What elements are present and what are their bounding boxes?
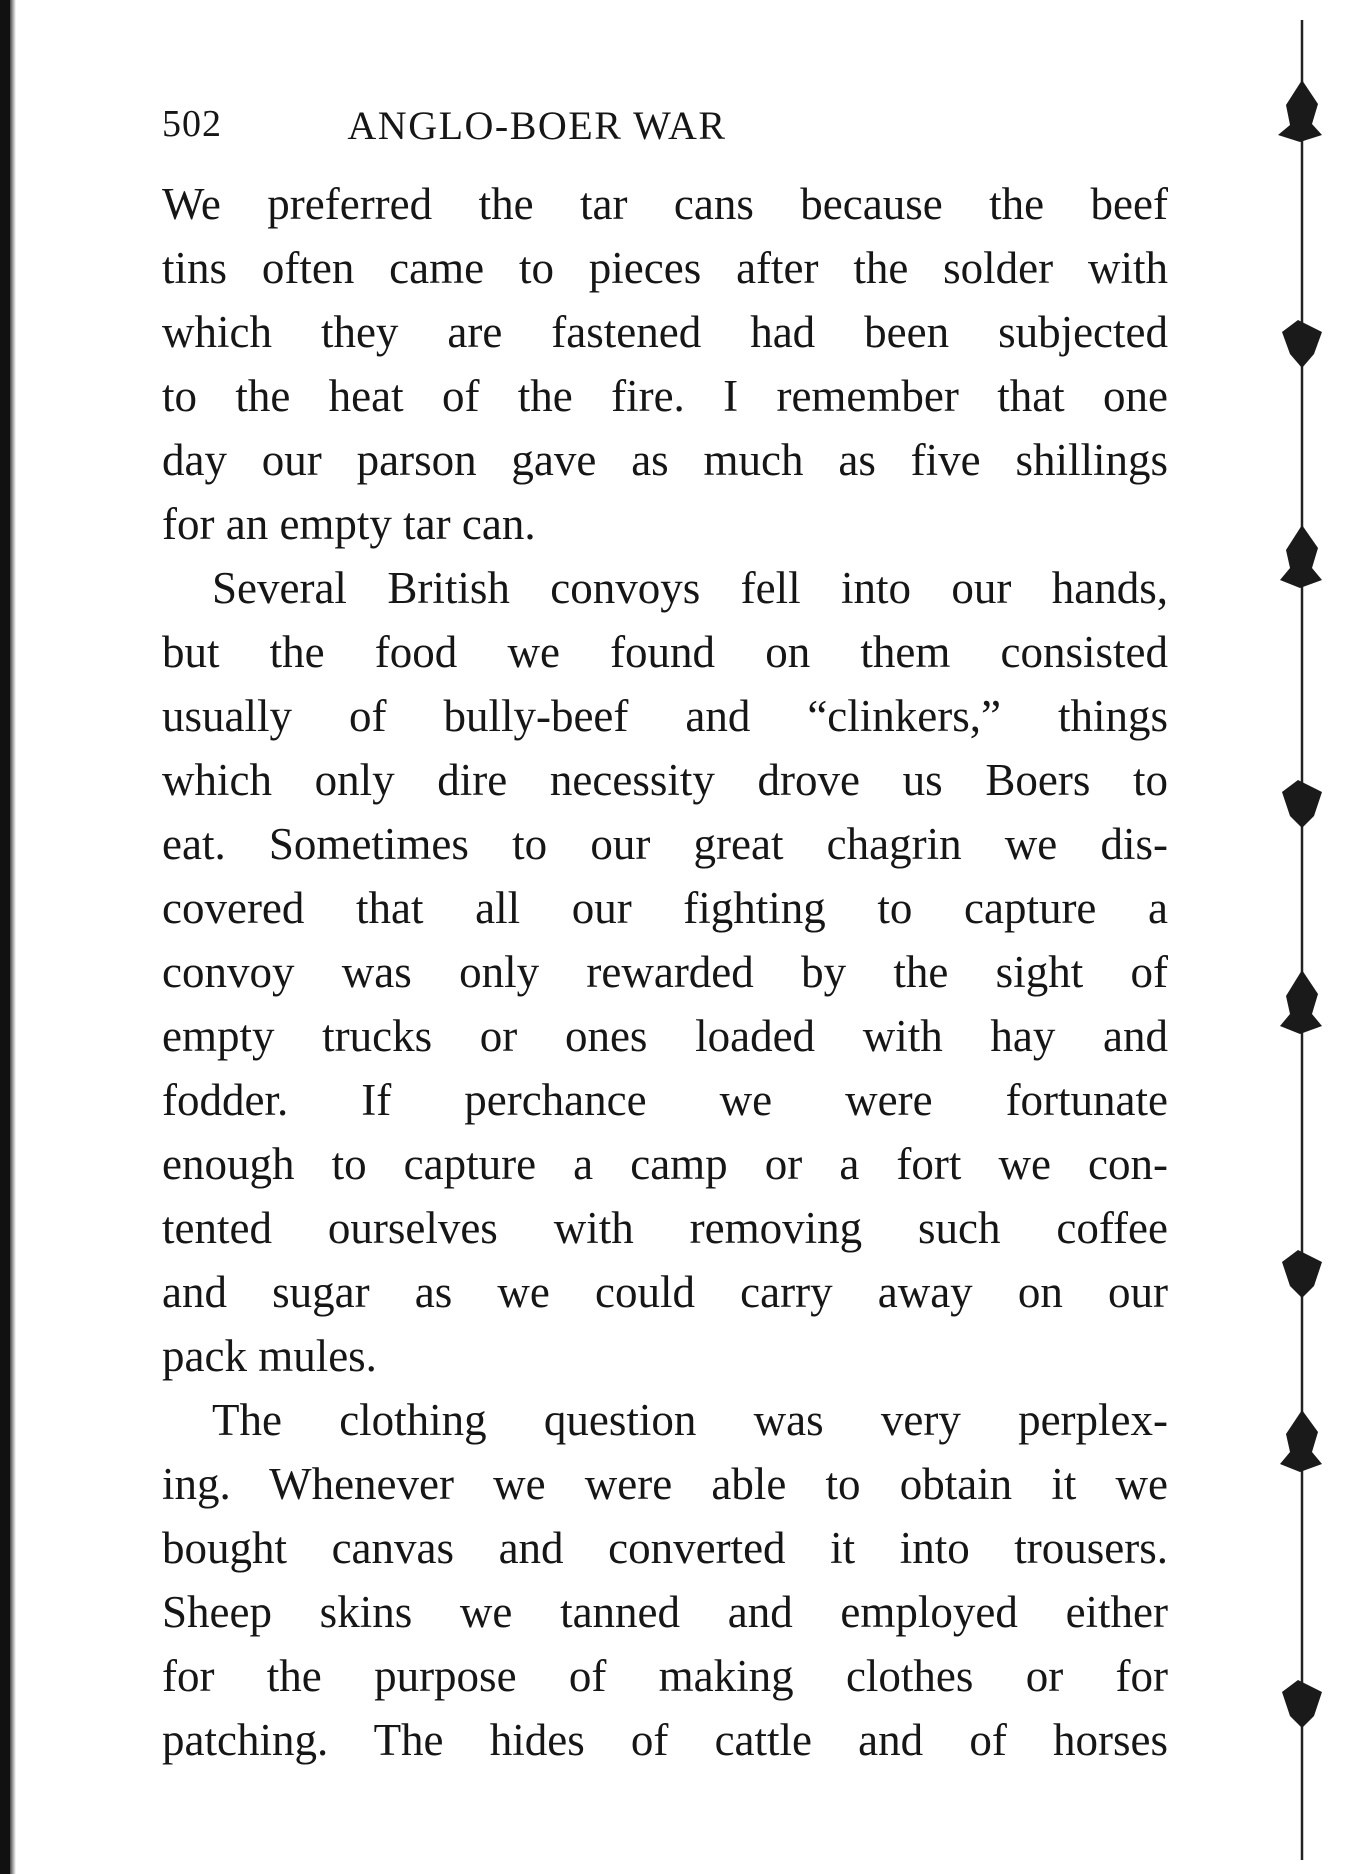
page-header bbox=[162, 102, 1162, 158]
text-line: pack mules. bbox=[162, 1331, 377, 1381]
text-line: tented ourselves with removing such coffee bbox=[162, 1203, 1168, 1253]
text-line: usually of bully-beef and “clinkers,” things bbox=[162, 691, 1168, 741]
text-line: Several British convoys fell into our hands, bbox=[212, 563, 1168, 613]
text-line: and sugar as we could carry away on our bbox=[162, 1267, 1168, 1317]
text-line: day our parson gave as much as five shillings bbox=[162, 435, 1168, 485]
text-line: tins often came to pieces after the solder with bbox=[162, 243, 1168, 293]
text-line: enough to capture a camp or a fort we con- bbox=[162, 1139, 1168, 1189]
text-line: convoy was only rewarded by the sight of bbox=[162, 947, 1168, 997]
text-line: eat. Sometimes to our great chagrin we dis- bbox=[162, 819, 1168, 869]
text-line: but the food we found on them consisted bbox=[162, 627, 1168, 677]
text-line: which they are fastened had been subjected bbox=[162, 307, 1168, 357]
body-text bbox=[162, 172, 1168, 1772]
text-line: bought canvas and converted it into trousers. bbox=[162, 1523, 1168, 1573]
running-head: ANGLO-BOER WAR bbox=[347, 103, 727, 148]
page-number: 502 bbox=[162, 103, 222, 145]
binding-edge bbox=[0, 0, 10, 1874]
text-line: We preferred the tar cans because the beef bbox=[162, 179, 1168, 229]
text-line: covered that all our fighting to capture a bbox=[162, 883, 1168, 933]
text-line: Sheep skins we tanned and employed either bbox=[162, 1587, 1168, 1637]
text-line: for the purpose of making clothes or for bbox=[162, 1651, 1168, 1701]
page-edge-ornament-icon bbox=[1250, 20, 1350, 1860]
text-line: The clothing question was very perplex- bbox=[212, 1395, 1168, 1445]
binding-shadow bbox=[10, 0, 16, 1874]
text-line: which only dire necessity drove us Boers to bbox=[162, 755, 1168, 805]
text-line: for an empty tar can. bbox=[162, 499, 536, 549]
text-line: ing. Whenever we were able to obtain it we bbox=[162, 1459, 1168, 1509]
text-line: empty trucks or ones loaded with hay and bbox=[162, 1011, 1168, 1061]
text-line: to the heat of the fire. I remember that one bbox=[162, 371, 1168, 421]
text-line: patching. The hides of cattle and of horses bbox=[162, 1715, 1168, 1765]
text-line: fodder. If perchance we were fortunate bbox=[162, 1075, 1168, 1125]
